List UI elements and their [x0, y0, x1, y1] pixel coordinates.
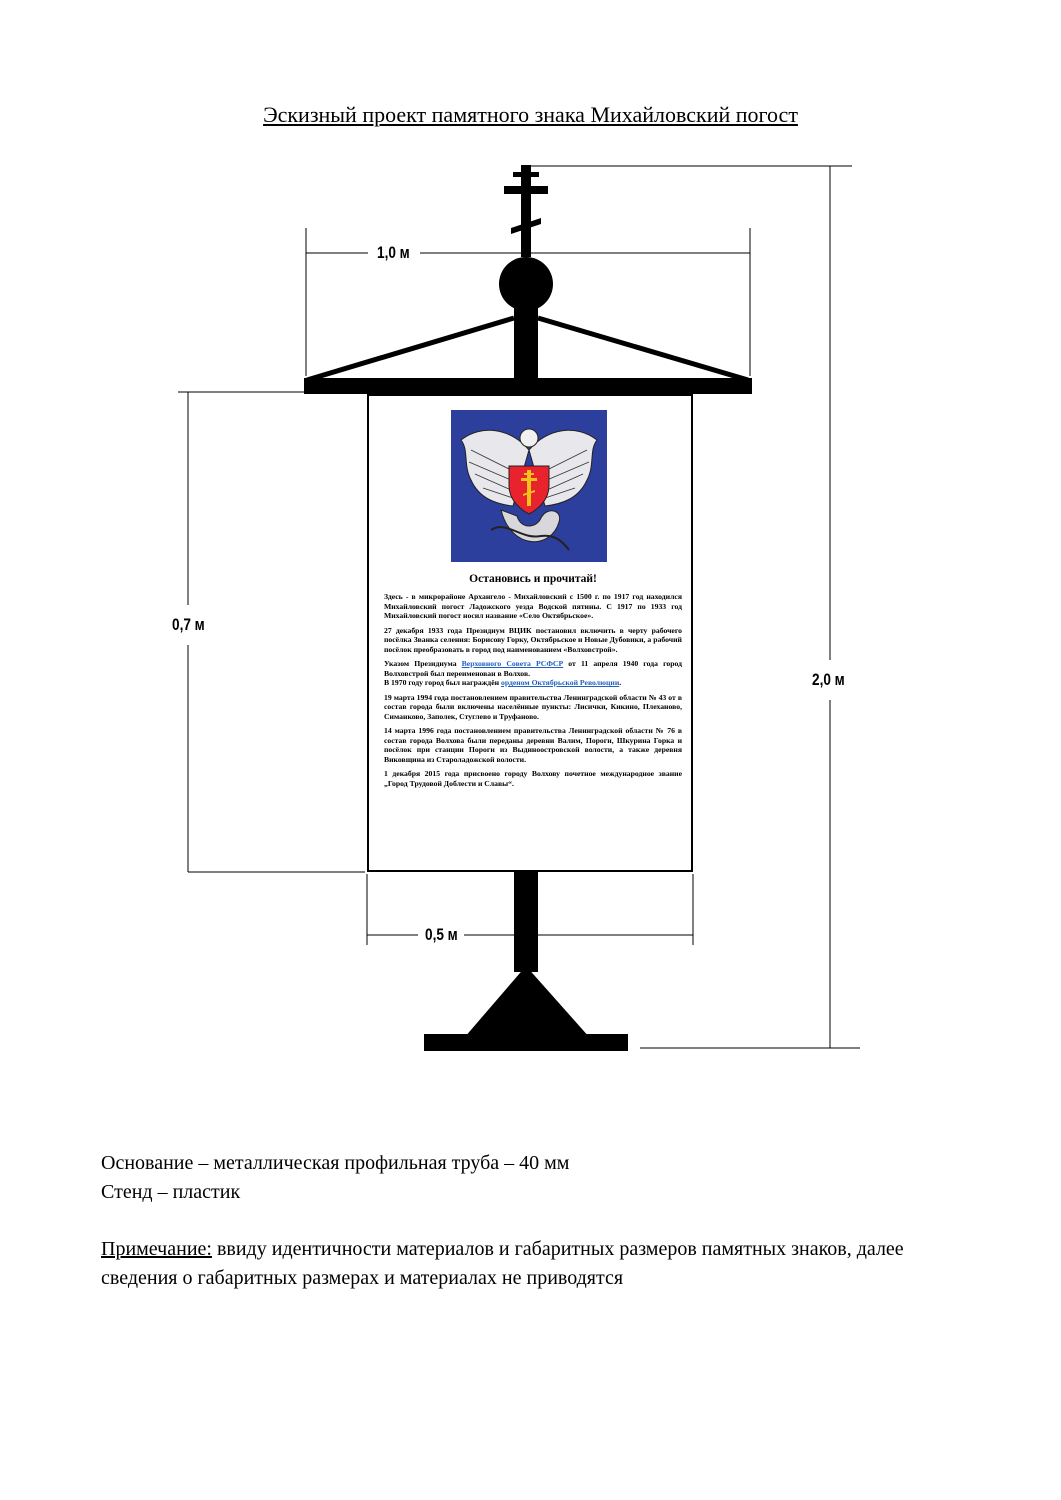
note-stand-material: Стенд – пластик: [101, 1181, 241, 1203]
note-text: ввиду идентичности материалов и габаритных размеров памятных знаков, далее сведения о габаритных размерах и материалах не приводятся: [101, 1238, 904, 1289]
information-board: [367, 394, 693, 872]
board-text-fragment: .: [619, 678, 622, 687]
dimension-width-top: 1,0 м: [377, 243, 410, 262]
board-text-fragment: Указом Президиума: [384, 659, 462, 668]
note-base-material: Основание – металлическая профильная труба – 40 мм: [101, 1152, 570, 1174]
dimension-total-height: 2,0 м: [812, 670, 845, 689]
archangel-emblem: [451, 410, 607, 562]
dimension-board-width: 0,5 м: [425, 925, 458, 944]
board-text-fragment: от 11 апреля 1940 года город Волховстрой был переименован в Волхов.: [384, 659, 682, 678]
board-text: [384, 572, 682, 793]
notes-section: [101, 1149, 981, 1293]
note-label: Примечание:: [101, 1238, 212, 1260]
board-heading: Остановись и прочитай!: [469, 573, 597, 585]
supreme-soviet-link[interactable]: Верховного Совета РСФСР: [461, 659, 564, 668]
board-text-fragment: В 1970 году город был награждён: [384, 678, 501, 687]
board-paragraph: 14 марта 1996 года постановлением правительства Ленинградской области № 76 в состав города Волхова были переданы деревни Валим, Пороги, Шкурина Горка и посёлок при станции Пороги из Выдиноостровской волости, а также деревня Виковщина из Староладожской волости.: [384, 726, 682, 764]
note-remark: [101, 1235, 981, 1293]
order-revolution-link[interactable]: орденом Октябрьской Революции: [500, 678, 620, 687]
tripod-base: [424, 966, 628, 1051]
page-title: Эскизный проект памятного знака Михайловский погост: [263, 102, 798, 127]
dimension-board-height: 0,7 м: [172, 615, 205, 634]
orthodox-cross: [504, 165, 548, 257]
board-paragraph: 27 декабря 1933 года Президиум ВЦИК постановил включить в черту рабочего посёлка Званка селения: Борисову Горку, Октябрьское и Новые Дубовики, а рабочий посёлок преобразовать в город под наименованием «Волховстрой».: [384, 625, 682, 654]
lower-pole: [514, 872, 538, 972]
board-paragraph: 19 марта 1994 года постановлением правительства Ленинградской области № 43 от в состав города были включены населённые пункты: Лисички, Кикино, Плеханово, Симанково, Заполек, Стуглево и Труфаново.: [384, 692, 682, 721]
board-paragraph: [384, 659, 682, 688]
board-paragraph: 1 декабря 2015 года присвоено городу Волхову почетное международное звание „Город Трудовой Доблести и Славы“.: [384, 769, 682, 788]
board-paragraph: Здесь - в микрорайоне Архангело - Михайловский с 1500 г. по 1917 год находился Михайловский погост Ладожского уезда Водской пятины. С 1917 по 1933 год Михайловский погост носил название «Село Октябрьское».: [384, 592, 682, 620]
